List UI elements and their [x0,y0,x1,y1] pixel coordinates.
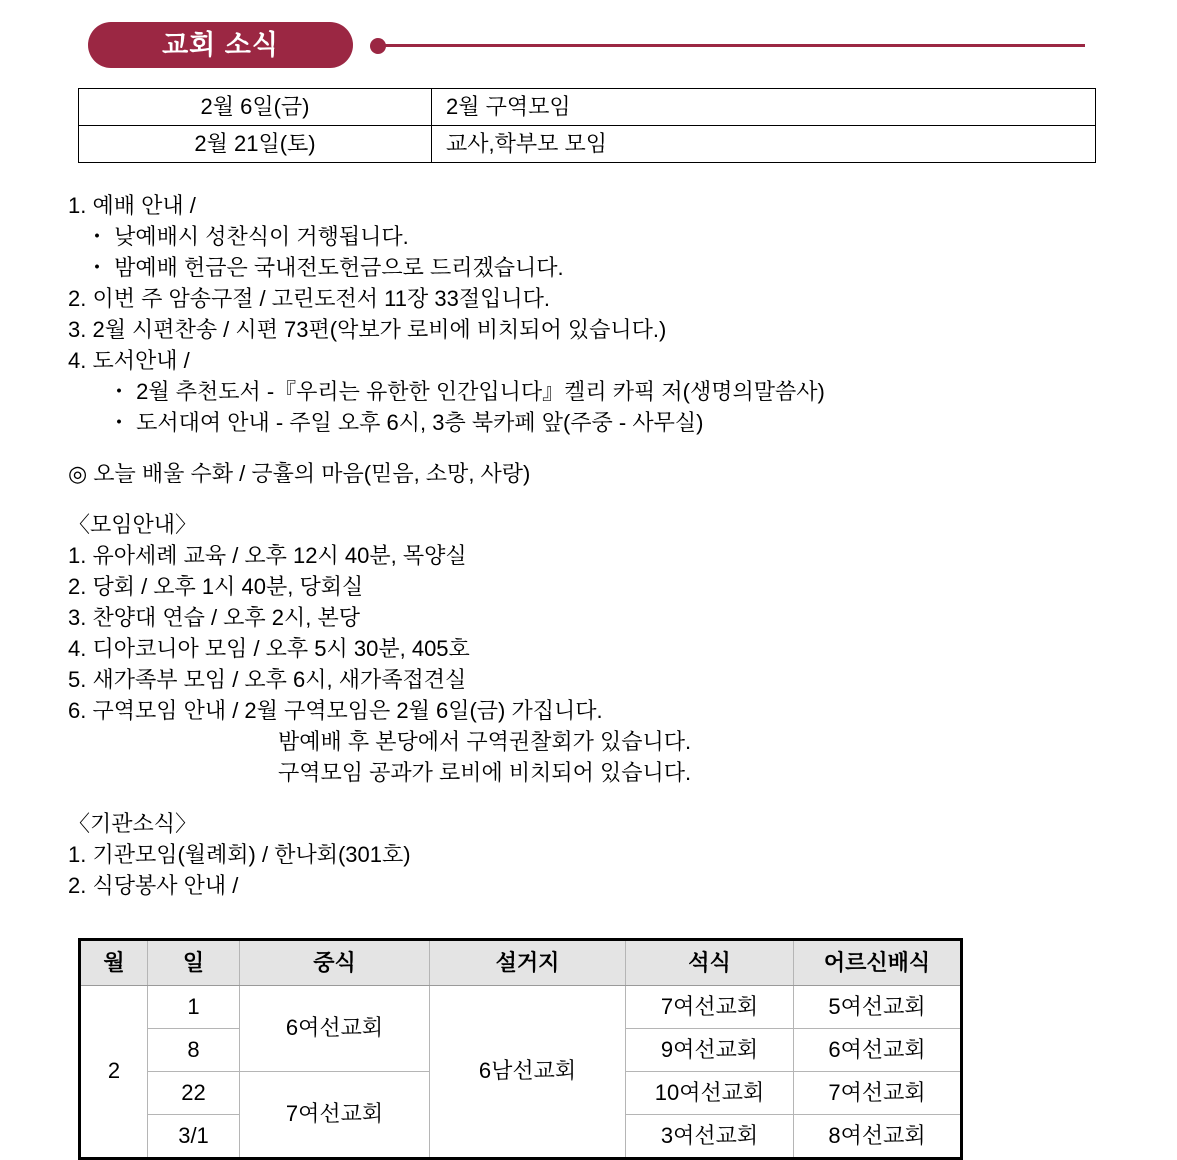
duty-cell-dinner: 9여선교회 [626,1029,794,1072]
table-row [79,126,1096,163]
duty-cell-dinner: 7여선교회 [626,986,794,1029]
schedule-event: 교사,학부모 모임 [432,126,1096,163]
duty-header-day: 일 [148,940,240,986]
notices-body [68,190,1118,901]
section-badge-label: 교회 소식 [162,29,279,60]
connector-line [385,44,1085,47]
table-row [80,986,962,1029]
duty-table-head [80,940,962,986]
organization-news-item: 1. 기관모임(월례회) / 한나회(301호) [68,842,411,867]
schedule-date: 2월 6일(금) [79,89,432,126]
duty-cell-elder-serving: 5여선교회 [794,986,962,1029]
duty-cell-day: 22 [148,1072,240,1115]
table-header-row [80,940,962,986]
duty-header-dishwashing: 설거지 [430,940,626,986]
duty-cell-day: 8 [148,1029,240,1072]
schedule-event: 2월 구역모임 [432,89,1096,126]
duty-cell-lunch: 7여선교회 [240,1072,430,1159]
duty-cell-elder-serving: 7여선교회 [794,1072,962,1115]
connector-dot-icon [370,38,386,54]
duty-header-elder-serving: 어르신배식 [794,940,962,986]
notice-line: 2. 이번 주 암송구절 / 고린도전서 11장 33절입니다. [68,286,550,311]
duty-cell-dinner: 10여선교회 [626,1072,794,1115]
notice-line: ・ 도서대여 안내 - 주일 오후 6시, 3층 북카페 앞(주중 - 사무실) [108,410,704,435]
duty-table-body [80,986,962,1159]
cafeteria-duty-table [78,938,963,1160]
schedule-date: 2월 21일(토) [79,126,432,163]
duty-header-lunch: 중식 [240,940,430,986]
meeting-guide-item: 4. 디아코니아 모임 / 오후 5시 30분, 405호 [68,636,470,661]
notice-line: 4. 도서안내 / [68,348,190,373]
duty-header-dinner: 석식 [626,940,794,986]
meeting-guide-item: 5. 새가족부 모임 / 오후 6시, 새가족접견실 [68,667,467,692]
schedule-table [78,88,1096,163]
table-row [79,89,1096,126]
organization-news-item: 2. 식당봉사 안내 / [68,873,239,898]
schedule-table-body [79,89,1096,163]
meeting-guide-item: 3. 찬양대 연습 / 오후 2시, 본당 [68,605,361,630]
notice-line: 1. 예배 안내 / [68,193,196,218]
meeting-guide-continuation: 밤예배 후 본당에서 구역권찰회가 있습니다. [278,729,692,754]
section-spacer [68,489,1118,509]
meeting-guide-item: 6. 구역모임 안내 / 2월 구역모임은 2월 6일(금) 가집니다. [68,698,603,723]
duty-cell-dishwashing: 6남선교회 [430,986,626,1159]
duty-cell-elder-serving: 6여선교회 [794,1029,962,1072]
duty-cell-day: 3/1 [148,1115,240,1159]
notice-line: ・ 2월 추천도서 -『우리는 유한한 인간입니다』켈리 카픽 저(생명의말씀사) [108,379,825,404]
organization-news-title: 〈기관소식〉 [68,811,198,836]
meeting-guide-item: 1. 유아세례 교육 / 오후 12시 40분, 목양실 [68,543,467,568]
notice-line: 3. 2월 시편찬송 / 시편 73편(악보가 로비에 비치되어 있습니다.) [68,317,667,342]
duty-cell-elder-serving: 8여선교회 [794,1115,962,1159]
sign-language-line: ◎ 오늘 배울 수화 / 긍휼의 마음(믿음, 소망, 사랑) [68,461,531,486]
section-badge [88,22,353,68]
section-spacer [68,788,1118,808]
meeting-guide-item: 2. 당회 / 오후 1시 40분, 당회실 [68,574,364,599]
duty-cell-day: 1 [148,986,240,1029]
duty-header-month: 월 [80,940,148,986]
meeting-guide-continuation: 구역모임 공과가 로비에 비치되어 있습니다. [278,760,692,785]
page-header [0,0,1177,82]
meeting-guide-title: 〈모임안내〉 [68,512,198,537]
section-spacer [68,438,1118,458]
notice-line: ・ 낮예배시 성찬식이 거행됩니다. [86,224,409,249]
duty-cell-dinner: 3여선교회 [626,1115,794,1159]
duty-cell-month: 2 [80,986,148,1159]
notice-line: ・ 밤예배 헌금은 국내전도헌금으로 드리겠습니다. [86,255,564,280]
duty-cell-lunch: 6여선교회 [240,986,430,1072]
